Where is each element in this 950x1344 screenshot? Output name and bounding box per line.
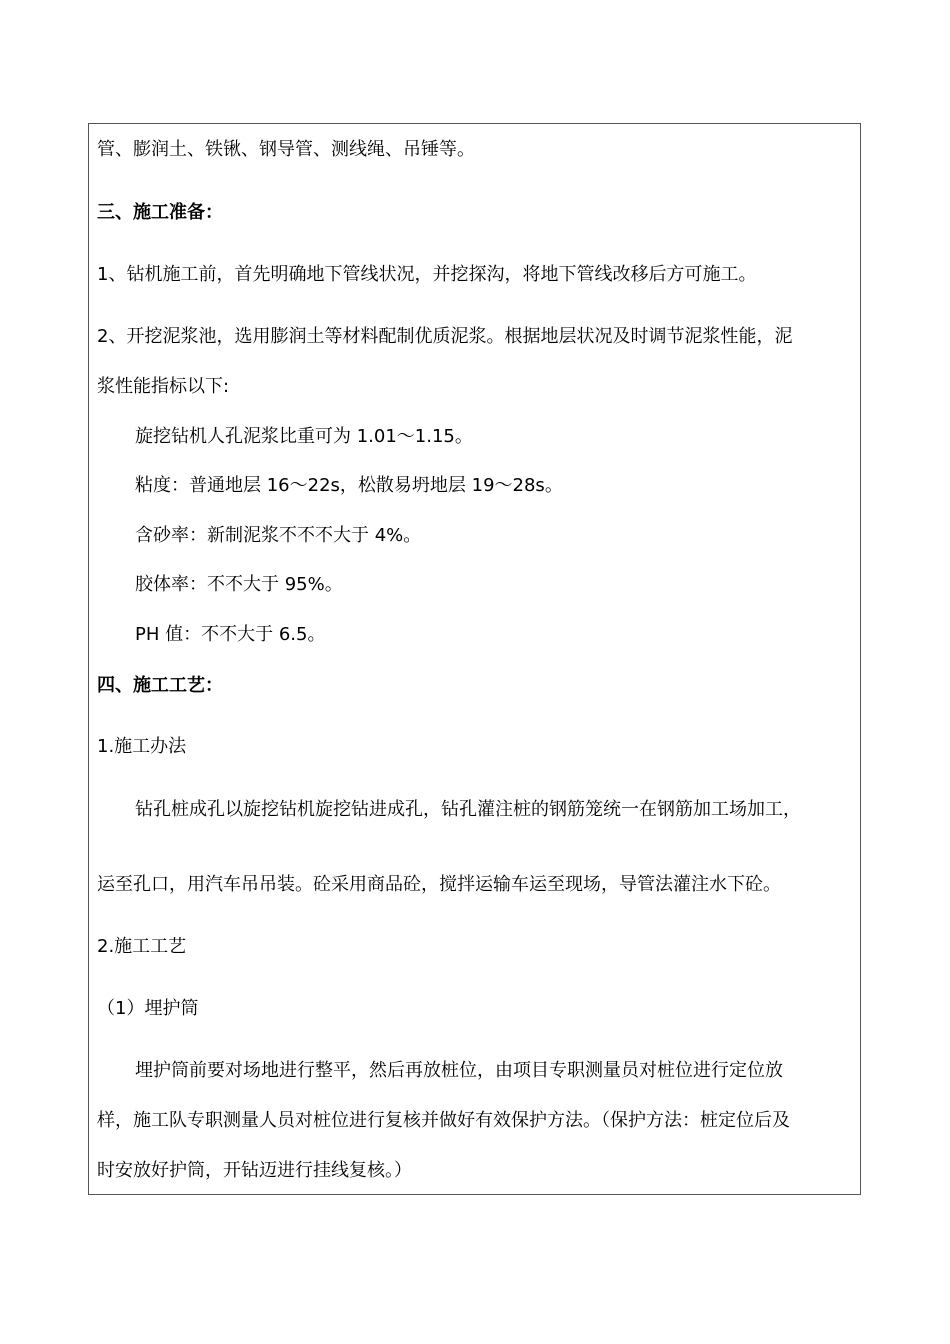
text-line: 含砂率：新制泥浆不不不大于 4%。	[135, 525, 422, 546]
text-line: 样，施工队专职测量人员对桩位进行复核并做好有效保护方法。（保护方法：桩定位后及	[97, 1110, 790, 1131]
section-heading: 三、施工准备：	[97, 202, 223, 223]
text-line: 1、钻机施工前，首先明确地下管线状况，并挖探沟，将地下管线改移后方可施工。	[97, 264, 757, 285]
text-line: 胶体率：不不大于 95%。	[135, 574, 343, 595]
text-line: 时安放好护筒，开钻迈进行挂线复核。）	[97, 1160, 412, 1181]
text-line: 浆性能指标以下:	[97, 376, 230, 397]
text-line: 钻孔桩成孔以旋挖钻机旋挖钻进成孔，钻孔灌注桩的钢筋笼统一在钢筋加工场加工，	[135, 799, 801, 820]
subsection-heading: 1.施工办法	[97, 736, 187, 757]
text-line: PH 值：不不大于 6.5。	[135, 624, 326, 645]
text-line: 旋挖钻机人孔泥浆比重可为 1.01～1.15。	[135, 426, 473, 447]
subsection-heading: （1）埋护筒	[97, 998, 199, 1019]
text-line: 运至孔口，用汽车吊吊装。砼采用商品砼，搅拌运输车运至现场，导管法灌注水下砼。	[97, 874, 781, 895]
text-line: 埋护筒前要对场地进行整平，然后再放桩位，由项目专职测量员对桩位进行定位放	[135, 1060, 783, 1081]
section-heading: 四、施工工艺：	[97, 675, 223, 696]
subsection-heading: 2.施工工艺	[97, 936, 187, 957]
text-line: 粘度：普通地层 16～22s，松散易坍地层 19～28s。	[135, 475, 563, 496]
text-line: 2、开挖泥浆池，选用膨润土等材料配制优质泥浆。根据地层状况及时调节泥浆性能，泥	[97, 326, 793, 347]
text-line: 管、膨润土、铁锹、钢导管、测线绳、吊锤等。	[97, 139, 475, 160]
